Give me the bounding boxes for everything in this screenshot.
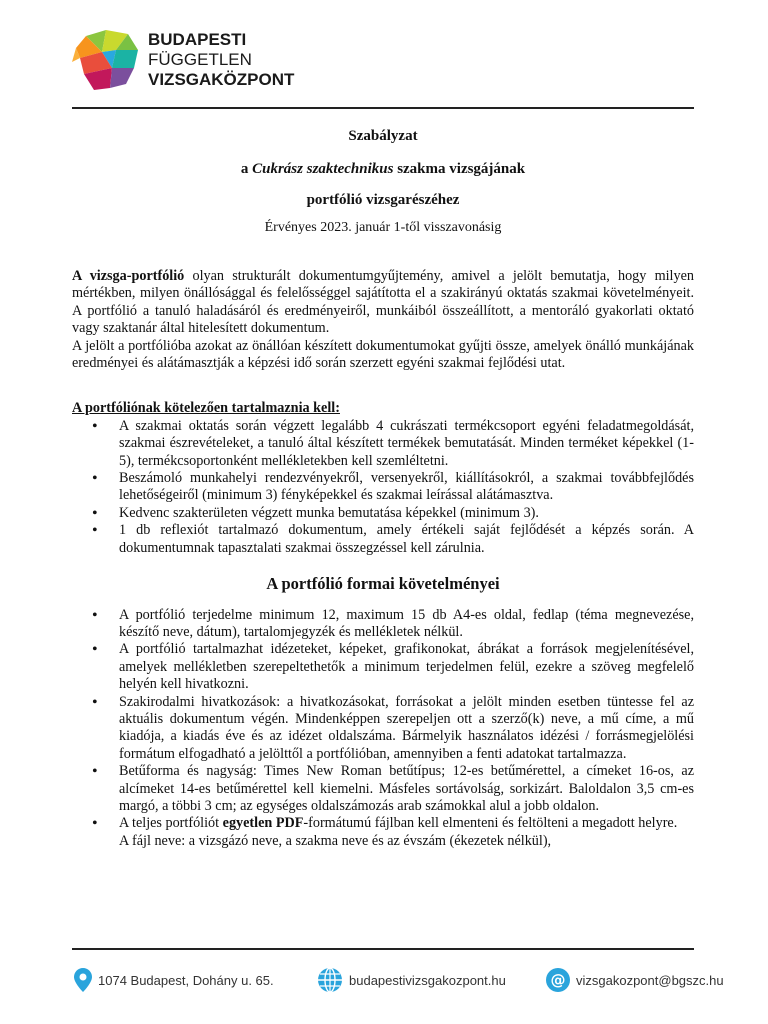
email-at-icon [546, 968, 570, 992]
footer-website[interactable] [317, 962, 506, 998]
list-item: • A portfólió tartalmazhat idézeteket, képeket, grafikonokat, ábrákat a források megjelenítésével, amelyek mellékletben szerepeltethetők a minimum terjedelmen felül, ezekre a szöveg megfelelő helyén kell hivatkozni. [72, 641, 694, 693]
document-subtitle: a Cukrász szaktechnikus szakma vizsgájának [240, 161, 526, 177]
document-title: Szabályzat [348, 128, 418, 144]
logo-text-line1: BUDAPESTI [148, 30, 247, 49]
intro-paragraph: A vizsga-portfólió olyan strukturált dokumentumgyűjtemény, amivel a jelölt bemutatja, hogy milyen mértékben, milyen önállósággal és felelősséggel sajátította el a szakirányú oktatás szakmai követelményeit. A portfólió a tanuló haladásáról és eredményeiről, munkáiból összeállított, a mentoráló gyakorlati oktató vagy szaktanár által hitelesített dokumentum. [72, 268, 694, 337]
validity-note: Érvényes 2023. január 1-től visszavonásig [264, 220, 502, 235]
head-profile-logo-icon [72, 28, 140, 92]
logo-text-line3: VIZSGAKÖZPONT [148, 70, 295, 89]
list-item: • Szakirodalmi hivatkozások: a hivatkozásokat, forrásokat a jelölt minden esetben tüntesse fel az aktuális dokumentum végén. Mindenképpen szerepeljen ott a szerző(k) neve, a mű címe, a mű kiadója, a kiadás éve és az idézet oldalszáma. Bármelyik használatos idézési / forrásmegjelölési formátum elfogadható a jelölttől a portfólióban, amennyiben a fenti adatokat tartalmazza. [72, 694, 694, 764]
email-link[interactable]: vizsgakozpont@bgszc.hu [576, 972, 724, 988]
header-divider [72, 107, 694, 109]
website-link[interactable]: budapestivizsgakozpont.hu [349, 972, 506, 988]
document-body [72, 268, 694, 850]
intro-paragraph-2: A jelölt a portfólióba azokat az önállóan készített dokumentumokat gyűjti össze, amelyek önálló munkájának eredményei és alátámasztják a képzési idő során szerzett egyéni szakmai fejlődési utat. [72, 337, 694, 372]
globe-icon [317, 967, 343, 993]
list-item: • 1 db reflexiót tartalmazó dokumentum, amely értékeli saját fejlődését a képzés során. A dokumentumnak tapasztalati szakmai összegzéssel kell zárulnia. [72, 522, 694, 557]
list-item: • Betűforma és nagyság: Times New Roman betűtípus; 12-es betűmérettel, a címeket 16-os, az alcímeket 14-es betűmérettel kell kiemelni. Másfeles sortávolság, sorkizárt. Baloldalon 3,5 cm-es margó, a többi 3 cm; az egységes oldalszámozás arab számokkal alul a jobb oldalon. [72, 763, 694, 815]
list-item: • Kedvenc szakterületen végzett munka bemutatása képekkel (minimum 3). [72, 505, 694, 522]
list-item: • A portfólió terjedelme minimum 12, maximum 15 db A4-es oldal, fedlap (téma megnevezése, készítő neve, dátum), tartalomjegyzék és mellékletek nélkül. [72, 607, 694, 642]
section-heading: A portfólió formai követelményei [266, 574, 500, 594]
footer-email[interactable] [546, 962, 724, 998]
list-item: • A szakmai oktatás során végzett legalább 4 cukrászati termékcsoport egyéni feladatmegoldását, szakmai észrevételeket, a tanuló által készített termékek bemutatását. Minden terméket képekkel (1-5), termékcsoportonként mellékletekben kell szemléltetni. [72, 418, 694, 470]
organization-logo [72, 28, 312, 92]
list-item: • Beszámoló munkahelyi rendezvényekről, versenyekről, kiállításokról, a szakmai továbbfejlődés lehetőségeiről (minimum 3) fényképekkel és szakmai leírással alátámasztva. [72, 470, 694, 505]
formal-requirements-list [72, 607, 694, 851]
address-text: 1074 Budapest, Dohány u. 65. [98, 972, 274, 988]
required-contents-heading: A portfóliónak kötelezően tartalmaznia kell: [72, 400, 340, 417]
footer-divider [72, 948, 694, 950]
document-subtitle-2: portfólió vizsgarészéhez [306, 192, 460, 208]
list-item: • A teljes portfóliót egyetlen PDF-formátumú fájlban kell elmenteni és feltölteni a megadott helyre. A fájl neve: a vizsgázó neve, a szakma neve és az évszám (ékezetek nélkül), [72, 815, 694, 850]
logo-text-line2: FÜGGETLEN [148, 50, 252, 69]
svg-text:@: @ [550, 971, 566, 989]
required-contents-list [72, 418, 694, 557]
footer-address [74, 962, 274, 998]
location-pin-icon [74, 968, 92, 992]
